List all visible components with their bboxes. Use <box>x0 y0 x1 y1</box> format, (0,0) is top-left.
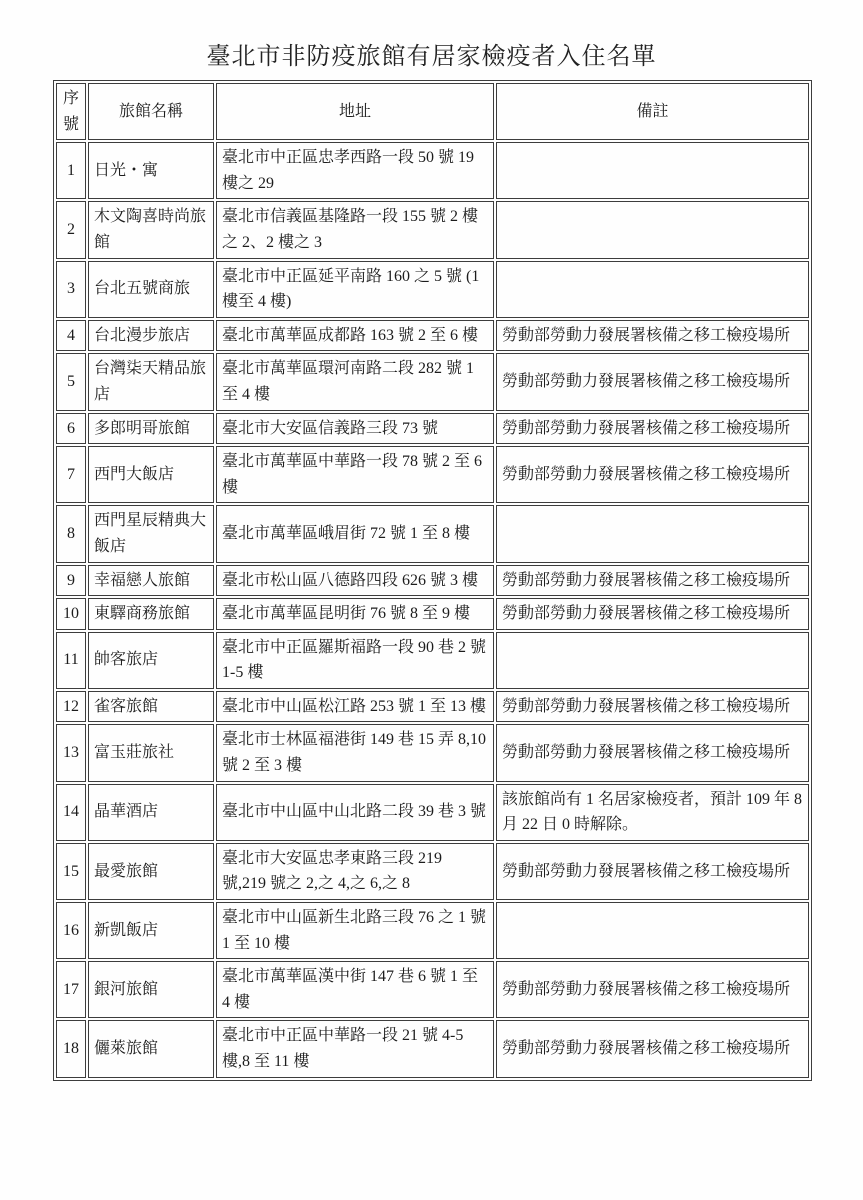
cell-note: 勞動部勞動力發展署核備之移工檢疫場所 <box>496 565 809 597</box>
cell-address: 臺北市士林區福港街 149 巷 15 弄 8,10 號 2 至 3 樓 <box>216 724 494 781</box>
cell-no: 1 <box>56 142 86 199</box>
cell-note: 勞動部勞動力發展署核備之移工檢疫場所 <box>496 843 809 900</box>
table-row <box>56 724 809 781</box>
cell-address: 臺北市萬華區漢中街 147 巷 6 號 1 至 4 樓 <box>216 961 494 1018</box>
table-row <box>56 565 809 597</box>
cell-no: 11 <box>56 632 86 689</box>
cell-address: 臺北市中正區延平南路 160 之 5 號 (1 樓至 4 樓) <box>216 261 494 318</box>
cell-hotel-name: 儷萊旅館 <box>88 1020 214 1077</box>
cell-address: 臺北市中山區新生北路三段 76 之 1 號 1 至 10 樓 <box>216 902 494 959</box>
cell-address: 臺北市大安區忠孝東路三段 219 號,219 號之 2,之 4,之 6,之 8 <box>216 843 494 900</box>
cell-hotel-name: 最愛旅館 <box>88 843 214 900</box>
table-row <box>56 902 809 959</box>
cell-hotel-name: 西門大飯店 <box>88 446 214 503</box>
table-row <box>56 1020 809 1077</box>
cell-hotel-name: 晶華酒店 <box>88 784 214 841</box>
table-body <box>56 142 809 1077</box>
table-row <box>56 843 809 900</box>
cell-no: 9 <box>56 565 86 597</box>
cell-address: 臺北市中山區中山北路二段 39 巷 3 號 <box>216 784 494 841</box>
table-row <box>56 961 809 1018</box>
cell-no: 16 <box>56 902 86 959</box>
cell-note: 勞動部勞動力發展署核備之移工檢疫場所 <box>496 353 809 410</box>
cell-note: 勞動部勞動力發展署核備之移工檢疫場所 <box>496 413 809 445</box>
cell-hotel-name: 日光・寓 <box>88 142 214 199</box>
cell-hotel-name: 銀河旅館 <box>88 961 214 1018</box>
cell-hotel-name: 幸福戀人旅館 <box>88 565 214 597</box>
table-row <box>56 320 809 352</box>
header-row <box>56 83 809 140</box>
cell-no: 14 <box>56 784 86 841</box>
cell-address: 臺北市萬華區昆明街 76 號 8 至 9 樓 <box>216 598 494 630</box>
cell-note <box>496 142 809 199</box>
table-row <box>56 353 809 410</box>
cell-no: 18 <box>56 1020 86 1077</box>
cell-address: 臺北市萬華區中華路一段 78 號 2 至 6 樓 <box>216 446 494 503</box>
cell-address: 臺北市萬華區峨眉街 72 號 1 至 8 樓 <box>216 505 494 562</box>
table-row <box>56 505 809 562</box>
cell-no: 2 <box>56 201 86 258</box>
table-row <box>56 446 809 503</box>
table-row <box>56 632 809 689</box>
cell-note: 勞動部勞動力發展署核備之移工檢疫場所 <box>496 320 809 352</box>
table-row <box>56 201 809 258</box>
cell-address: 臺北市中正區中華路一段 21 號 4-5 樓,8 至 11 樓 <box>216 1020 494 1077</box>
cell-no: 7 <box>56 446 86 503</box>
cell-no: 15 <box>56 843 86 900</box>
cell-address: 臺北市大安區信義路三段 73 號 <box>216 413 494 445</box>
cell-hotel-name: 東驛商務旅館 <box>88 598 214 630</box>
cell-hotel-name: 台北漫步旅店 <box>88 320 214 352</box>
cell-hotel-name: 帥客旅店 <box>88 632 214 689</box>
cell-address: 臺北市萬華區環河南路二段 282 號 1 至 4 樓 <box>216 353 494 410</box>
cell-hotel-name: 多郎明哥旅館 <box>88 413 214 445</box>
cell-no: 8 <box>56 505 86 562</box>
cell-address: 臺北市信義區基隆路一段 155 號 2 樓之 2、2 樓之 3 <box>216 201 494 258</box>
cell-no: 10 <box>56 598 86 630</box>
cell-note <box>496 902 809 959</box>
header-note: 備註 <box>496 83 809 140</box>
cell-note <box>496 201 809 258</box>
table-row <box>56 598 809 630</box>
cell-address: 臺北市中正區羅斯福路一段 90 巷 2 號 1-5 樓 <box>216 632 494 689</box>
cell-no: 4 <box>56 320 86 352</box>
header-no: 序號 <box>56 83 86 140</box>
cell-address: 臺北市中山區松江路 253 號 1 至 13 樓 <box>216 691 494 723</box>
cell-note: 勞動部勞動力發展署核備之移工檢疫場所 <box>496 446 809 503</box>
cell-note <box>496 261 809 318</box>
cell-note: 勞動部勞動力發展署核備之移工檢疫場所 <box>496 961 809 1018</box>
table-row <box>56 691 809 723</box>
cell-hotel-name: 台北五號商旅 <box>88 261 214 318</box>
cell-address: 臺北市萬華區成都路 163 號 2 至 6 樓 <box>216 320 494 352</box>
cell-note: 勞動部勞動力發展署核備之移工檢疫場所 <box>496 691 809 723</box>
cell-hotel-name: 雀客旅館 <box>88 691 214 723</box>
hotel-table <box>53 80 812 1081</box>
cell-address: 臺北市松山區八德路四段 626 號 3 樓 <box>216 565 494 597</box>
cell-no: 3 <box>56 261 86 318</box>
cell-note: 勞動部勞動力發展署核備之移工檢疫場所 <box>496 724 809 781</box>
cell-address: 臺北市中正區忠孝西路一段 50 號 19 樓之 29 <box>216 142 494 199</box>
cell-no: 17 <box>56 961 86 1018</box>
cell-hotel-name: 富玉莊旅社 <box>88 724 214 781</box>
table-row <box>56 261 809 318</box>
cell-no: 13 <box>56 724 86 781</box>
cell-note <box>496 505 809 562</box>
cell-note: 勞動部勞動力發展署核備之移工檢疫場所 <box>496 598 809 630</box>
cell-no: 12 <box>56 691 86 723</box>
page-title: 臺北市非防疫旅館有居家檢疫者入住名單 <box>206 44 657 70</box>
cell-no: 6 <box>56 413 86 445</box>
cell-hotel-name: 新凱飯店 <box>88 902 214 959</box>
cell-hotel-name: 西門星辰精典大飯店 <box>88 505 214 562</box>
header-name: 旅館名稱 <box>88 83 214 140</box>
table-row <box>56 413 809 445</box>
header-address: 地址 <box>216 83 494 140</box>
cell-no: 5 <box>56 353 86 410</box>
table-row <box>56 142 809 199</box>
cell-note: 該旅館尚有 1 名居家檢疫者，預計 109 年 8 月 22 日 0 時解除。 <box>496 784 809 841</box>
cell-note: 勞動部勞動力發展署核備之移工檢疫場所 <box>496 1020 809 1077</box>
cell-note <box>496 632 809 689</box>
cell-hotel-name: 木文陶喜時尚旅館 <box>88 201 214 258</box>
table-row <box>56 784 809 841</box>
cell-hotel-name: 台灣柒天精品旅店 <box>88 353 214 410</box>
